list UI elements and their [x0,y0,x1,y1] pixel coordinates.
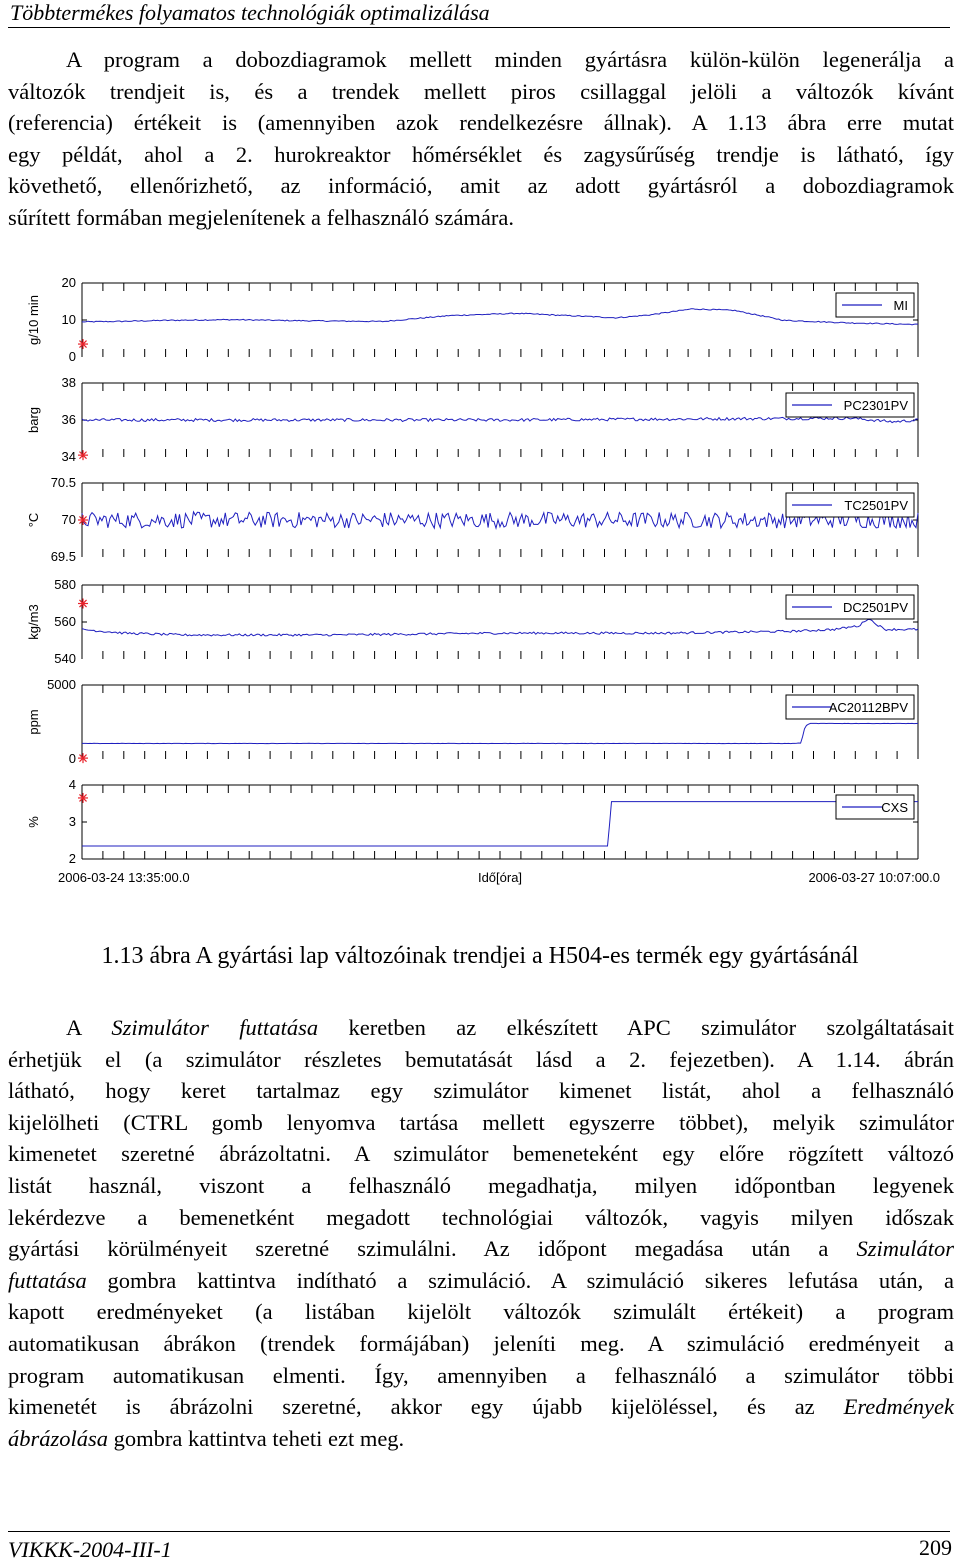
intro-paragraph [8,44,954,234]
legend-label: DC2501PV [842,600,908,615]
y-tick-label: 34 [61,449,76,464]
text-line: kimenetét is ábrázolni szeretné, akkor egy újabb kijelöléssel, és az Eredmények [8,1394,954,1420]
text-line: (referencia) értékeit is (amennyiben azok rendelkezésre állnak). A 1.13 ábra erre mutat [8,110,954,136]
y-tick-label: 70.5 [50,475,76,490]
text-line: sűrített formában megjelenítenek a felhasználó számára. [8,204,515,230]
italic-term: Szimulátor [856,1236,954,1262]
y-tick-label: 4 [68,777,76,792]
text-line: program automatikusan elmenti. Így, amennyiben a felhasználó a szimulátor többi [8,1362,954,1388]
body-paragraph [8,1012,954,1454]
figure-caption: 1.13 ábra A gyártási lap változóinak trendjei a H504-es termék egy gyártásánál [101,943,859,969]
y-tick-label: 3 [68,814,76,829]
reference-star [78,515,88,525]
y-tick-label: 560 [54,614,76,629]
trend-line [82,619,918,636]
reference-star [78,599,88,609]
y-axis-label: g/10 min [26,295,41,345]
italic-term: Szimulátor futtatása [111,1015,319,1040]
legend-label: MI [893,298,908,313]
text-line: A program a dobozdiagramok mellett minden gyártásra külön-külön legenerálja a [66,47,954,72]
y-tick-label: 20 [61,275,76,290]
trend-line [82,417,918,423]
text-line: kijelölheti (CTRL gomb lenyomva tartása mellett egyszerre többet), melyik szimulátor [8,1109,954,1135]
legend-label: AC20112BPV [828,700,908,715]
reference-star [78,793,88,803]
text-line: ábrázolása gombra kattintva teheti ezt meg. [8,1425,405,1451]
y-tick-label: 5000 [47,677,76,692]
trend-figure [0,260,960,900]
legend-label: PC2301PV [843,398,908,413]
y-tick-label: 580 [54,577,76,592]
text-line: A Szimulátor futtatása keretben az elkészített APC szimulátor szolgáltatásait [66,1015,955,1040]
text-line: látható, hogy keret tartalmaz egy szimulátor kimenet listát, ahol a felhasználó [8,1078,954,1104]
y-tick-label: 69.5 [50,549,76,564]
reference-star [78,339,88,349]
y-tick-label: 36 [61,412,76,427]
text-line: kapott eredményeket (a listában kijelölt változók szimulált értékeit) a program [8,1299,954,1325]
italic-term: ábrázolása [8,1425,109,1451]
trend-line [82,723,918,743]
header-rule [8,27,950,28]
italic-term: futtatása [8,1267,87,1293]
footer-document-id: VIKKK-2004-III-1 [8,1537,172,1562]
y-tick-label: 0 [68,751,76,766]
text-line: kimenetet szeretné ábrázoltatni. A szimulátor bemeneteként egy előre rögzített változó [8,1141,954,1167]
text-line: automatikusan ábrákon (trendek formájában) jeleníti meg. A szimuláció eredményeit a [8,1330,954,1356]
reference-star [78,753,88,763]
x-axis-label: Idő[óra] [477,870,523,885]
text-line: változók trendjeit is, és a trendek mellett piros csillaggal jelöli a változók kívánt [8,78,954,104]
y-axis-label: °C [26,512,41,528]
y-tick-label: 10 [61,312,76,327]
trend-line [82,802,918,846]
text-line: lekérdezve a bemenetként megadott technológiai változók, vagyis milyen időszak [8,1204,954,1230]
reference-star [78,450,88,460]
y-axis-label: barg [26,406,41,434]
y-axis-label: % [26,816,41,828]
text-line: követhető, ellenőrizhető, az információ, amit az adott gyártásról a dobozdiagramok [8,173,954,199]
text-line: egy példát, ahol a 2. hurokreaktor hőmérséklet és zagysűrűség trendje is látható, így [8,141,954,167]
page-number: 209 [919,1535,952,1560]
text-line: érhetjük el (a szimulátor részletes bemutatását lásd a 2. fejezetben). A 1.14. ábrán [8,1046,954,1072]
legend-label: CXS [881,800,908,815]
y-axis-label: kg/m3 [26,604,41,640]
text-line: gyártási körülményeit szeretné szimulálni. Az időpont megadása után a Szimulátor [8,1236,954,1262]
trend-line [82,309,918,325]
y-tick-label: 2 [68,851,76,866]
x-start-label: 2006-03-24 13:35:00.0 [58,870,190,885]
legend-label: TC2501PV [844,498,908,513]
italic-term: Eredmények [843,1394,954,1420]
text-line: futtatása gombra kattintva indítható a szimuláció. A szimuláció sikeres lefutása után, a [8,1267,954,1293]
footer-rule [8,1531,950,1532]
y-tick-label: 38 [61,375,76,390]
y-tick-label: 70 [61,512,76,527]
running-header: Többtermékes folyamatos technológiák optimalizálása [10,0,490,25]
x-end-label: 2006-03-27 10:07:00.0 [808,870,940,885]
text-line: listát használ, viszont a felhasználó megadhatja, milyen időpontban legyenek [8,1172,954,1198]
y-tick-label: 0 [68,349,76,364]
y-axis-label: ppm [26,709,41,735]
y-tick-label: 540 [54,651,76,666]
